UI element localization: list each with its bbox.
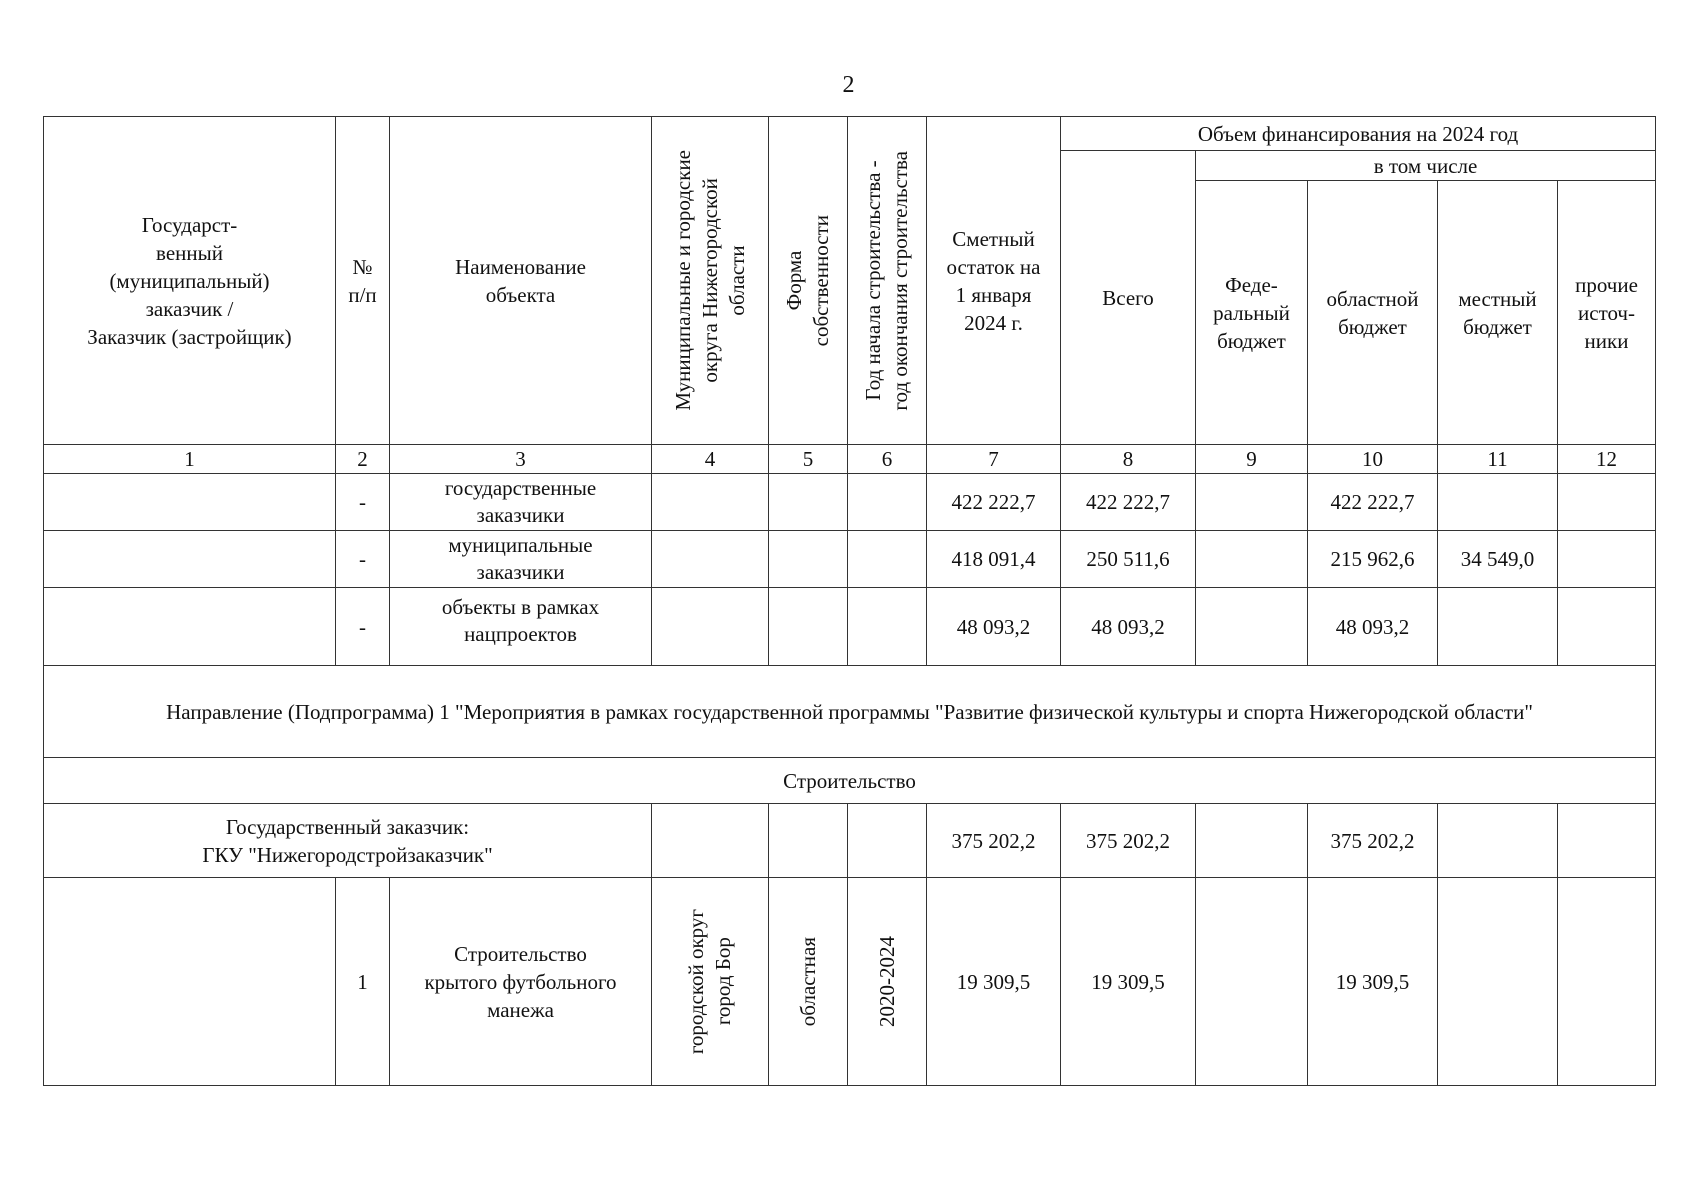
estimate-cell: 418 091,4 (927, 531, 1061, 588)
object-name-cell: Строительство крытого футбольного манежа (390, 878, 652, 1086)
col-number: 9 (1196, 445, 1308, 474)
header-estimate: Сметный остаток на 1 января 2024 г. (927, 117, 1061, 445)
federal-cell (1196, 474, 1308, 531)
customer-cell (44, 878, 336, 1086)
municipality-cell (652, 474, 769, 531)
total-cell: 375 202,2 (1061, 804, 1196, 878)
ownership-cell (769, 804, 848, 878)
section-title: Строительство (44, 758, 1656, 804)
object-name-cell: объекты в рамках нацпроектов (390, 588, 652, 666)
col-number: 1 (44, 445, 336, 474)
other-cell (1558, 588, 1656, 666)
column-numbers-row (44, 445, 1656, 474)
customer-cell (44, 588, 336, 666)
num-cell: - (336, 474, 390, 531)
municipality-cell (652, 531, 769, 588)
regional-cell: 19 309,5 (1308, 878, 1438, 1086)
num-cell: 1 (336, 878, 390, 1086)
header-regional: областной бюджет (1308, 181, 1438, 445)
other-cell (1558, 474, 1656, 531)
customer-cell (44, 474, 336, 531)
num-cell: - (336, 531, 390, 588)
ownership-cell (769, 588, 848, 666)
municipality-cell: городской округ город Бор (652, 878, 769, 1086)
ownership-cell (769, 531, 848, 588)
total-cell: 19 309,5 (1061, 878, 1196, 1086)
local-cell (1438, 474, 1558, 531)
years-cell (848, 531, 927, 588)
direction-title: Направление (Подпрограмма) 1 "Мероприятия в рамках государственной программы "Развитие физической культуры и спорта Нижегородской области" (44, 666, 1656, 758)
municipality-cell (652, 804, 769, 878)
local-cell: 34 549,0 (1438, 531, 1558, 588)
customer-cell (44, 531, 336, 588)
header-funding-group: Объем финансирования на 2024 год (1061, 117, 1656, 151)
estimate-cell: 422 222,7 (927, 474, 1061, 531)
col-number: 8 (1061, 445, 1196, 474)
municipality-cell (652, 588, 769, 666)
years-cell (848, 804, 927, 878)
customer-label: Государственный заказчик: ГКУ "Нижегородстройзаказчик" (44, 804, 652, 878)
local-cell (1438, 588, 1558, 666)
federal-cell (1196, 878, 1308, 1086)
years-cell: 2020-2024 (848, 878, 927, 1086)
header-years: Год начала строительства - год окончания строительства (848, 117, 927, 445)
federal-cell (1196, 531, 1308, 588)
regional-cell: 422 222,7 (1308, 474, 1438, 531)
regional-cell: 48 093,2 (1308, 588, 1438, 666)
total-cell: 422 222,7 (1061, 474, 1196, 531)
header-other: прочие источ- ники (1558, 181, 1656, 445)
col-number: 3 (390, 445, 652, 474)
estimate-cell: 48 093,2 (927, 588, 1061, 666)
ownership-cell (769, 474, 848, 531)
header-including: в том числе (1196, 151, 1656, 181)
object-name-cell: государственные заказчики (390, 474, 652, 531)
federal-cell (1196, 804, 1308, 878)
col-number: 10 (1308, 445, 1438, 474)
other-cell (1558, 531, 1656, 588)
customer-row (44, 804, 1656, 878)
col-number: 6 (848, 445, 927, 474)
num-cell: - (336, 588, 390, 666)
other-cell (1558, 804, 1656, 878)
estimate-cell: 19 309,5 (927, 878, 1061, 1086)
ownership-cell: областная (769, 878, 848, 1086)
years-cell (848, 588, 927, 666)
header-object-name: Наименование объекта (390, 117, 652, 445)
header-customer: Государст- венный (муниципальный) заказчик / Заказчик (застройщик) (44, 117, 336, 445)
local-cell (1438, 804, 1558, 878)
header-num: № п/п (336, 117, 390, 445)
header-municipality: Муниципальные и городские округа Нижегородской области (652, 117, 769, 445)
regional-cell: 375 202,2 (1308, 804, 1438, 878)
years-cell (848, 474, 927, 531)
col-number: 11 (1438, 445, 1558, 474)
object-name-cell: муниципальные заказчики (390, 531, 652, 588)
col-number: 4 (652, 445, 769, 474)
estimate-cell: 375 202,2 (927, 804, 1061, 878)
header-total: Всего (1061, 151, 1196, 445)
table-row (44, 474, 1656, 531)
local-cell (1438, 878, 1558, 1086)
col-number: 2 (336, 445, 390, 474)
table-row (44, 531, 1656, 588)
col-number: 12 (1558, 445, 1656, 474)
other-cell (1558, 878, 1656, 1086)
federal-cell (1196, 588, 1308, 666)
header-local: местный бюджет (1438, 181, 1558, 445)
col-number: 5 (769, 445, 848, 474)
col-number: 7 (927, 445, 1061, 474)
page-number: 2 (842, 72, 855, 98)
total-cell: 250 511,6 (1061, 531, 1196, 588)
total-cell: 48 093,2 (1061, 588, 1196, 666)
table-row (44, 588, 1656, 666)
object-row (44, 878, 1656, 1086)
header-ownership: Форма собственности (769, 117, 848, 445)
header-federal: Феде- ральный бюджет (1196, 181, 1308, 445)
regional-cell: 215 962,6 (1308, 531, 1438, 588)
financing-table (43, 116, 1656, 1086)
